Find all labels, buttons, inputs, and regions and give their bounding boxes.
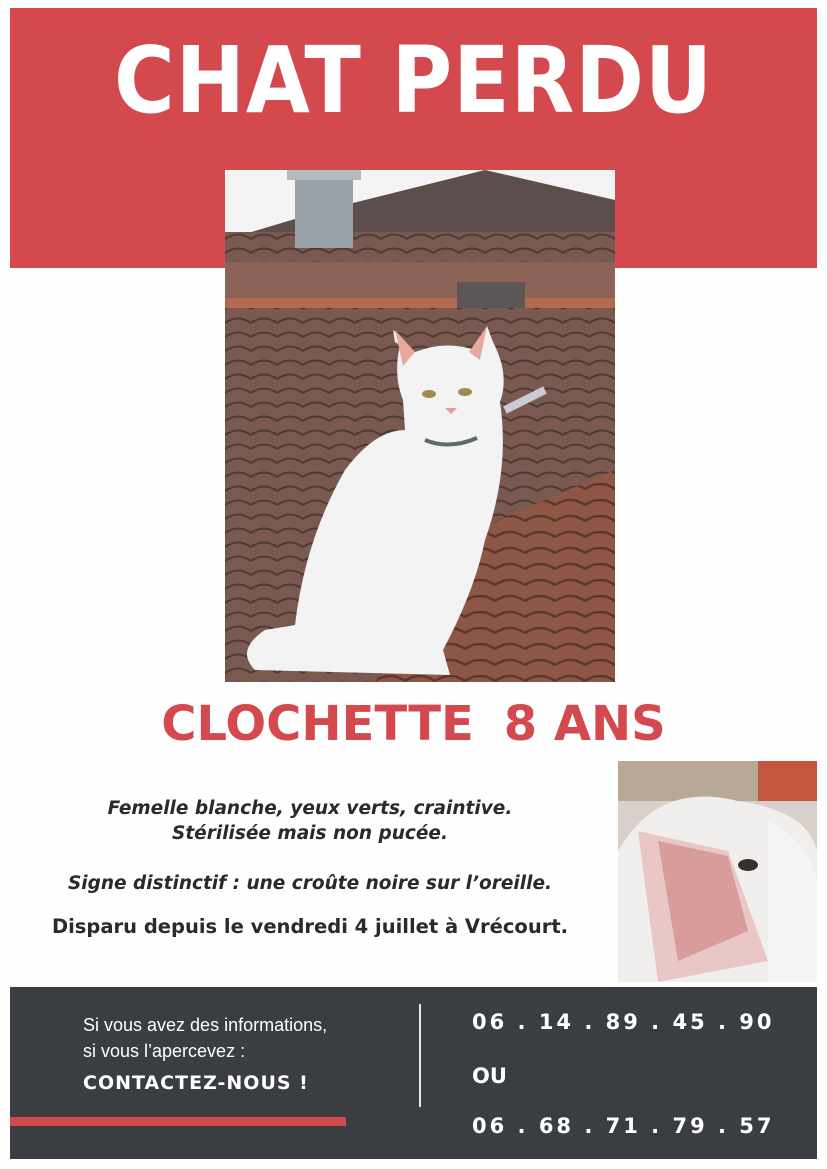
contact-cta: CONTACTEZ-NOUS ! [83, 1072, 309, 1094]
poster-title: CHAT PERDU [113, 27, 713, 134]
accent-bar [10, 1117, 346, 1126]
footer-divider [419, 1004, 421, 1107]
cat-name: CLOCHETTE [161, 696, 474, 752]
cat-age: 8 ANS [503, 696, 666, 752]
info-line-2: si vous l’apercevez : [83, 1041, 246, 1061]
description-line-2: Stérilisée mais non pucée. [172, 823, 448, 844]
cat-photo-main [225, 170, 615, 682]
phone-number-2: 06 . 68 . 71 . 79 . 57 [472, 1114, 775, 1138]
phone-number-1: 06 . 14 . 89 . 45 . 90 [472, 1010, 775, 1034]
disappearance-info: Disparu depuis le vendredi 4 juillet à Vrécourt. [51, 915, 569, 938]
cat-ear-photo [618, 761, 817, 982]
phone-separator: OU [472, 1064, 507, 1088]
distinctive-sign: Signe distinctif : une croûte noire sur l’oreille. [67, 873, 553, 894]
info-line-1: Si vous avez des informations, [83, 1015, 328, 1035]
description-line-1: Femelle blanche, yeux verts, craintive. [107, 798, 513, 819]
cat-name-age [0, 694, 827, 754]
